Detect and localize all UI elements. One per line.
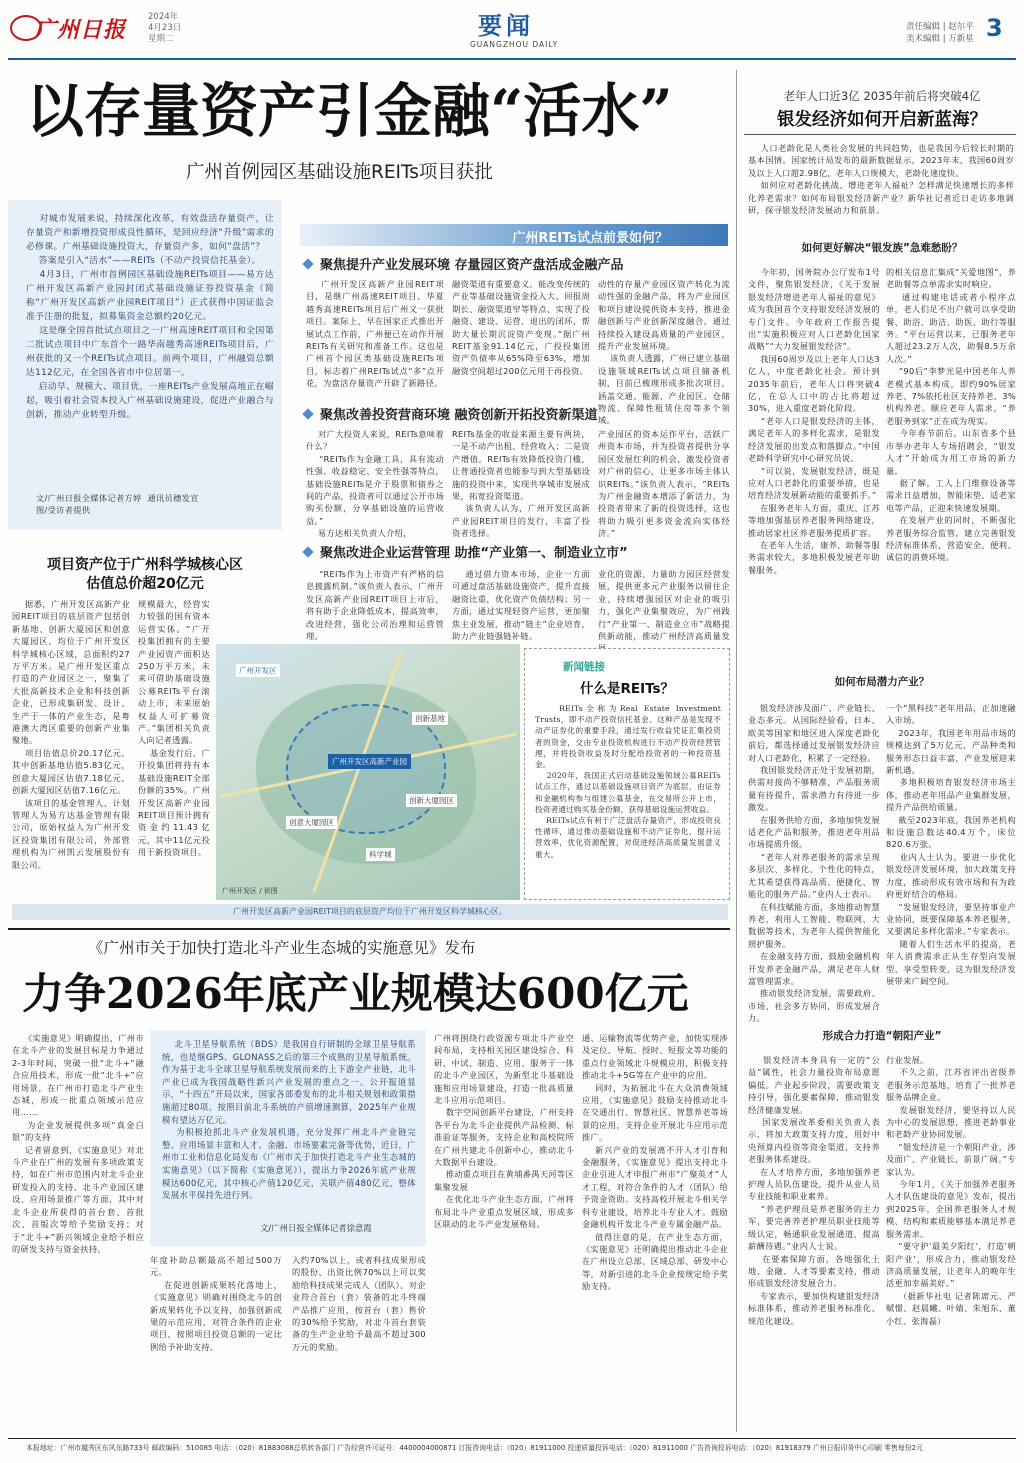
map-label-chip: 广州开发区高新产业园 <box>328 754 411 769</box>
section-2-col-1: 对广大投资人来说，REITs意味着什么？ “REITs作为金融工具，具有流动性强、收益稳定、安全性强等特点，基础设施REITs是介于股票和债券之间的产品，投资者可以通过公开市场购买份额，分享基础设施的运营收益。” 易方达相关负责人介绍， <box>306 429 444 539</box>
map-label-chip: 科学城 <box>366 848 395 861</box>
section-1-col-2: 融资渠道有重要意义。能改变传统的产业等基础设施资金投入大、回报周期长、融资渠道窄等特点，实现了投融资、建设、运营、退出的闭环，帮助大量长期沉淀资产变现。”据广州REIT基金91.14亿元，广投投集团资产负债率从65%降至63%，增加融资空间超过200亿元用于再投资。 <box>452 279 590 376</box>
section-2-col-3: 产业园区的资本运作平台，活跃广州资本市场，并为投资者提供分享园区发展红利的机会，激发投资者对广州的信心，让更多市场主体认识REITs。”该负责人表示，“REITs为广州金融资本增添了新活力，为投资者带来了新的投资选择，这也将助力吸引更多资金流向实体经济。” <box>598 429 730 539</box>
side-story-title: 项目资产位于广州科学城核心区 估值总价超20亿元 <box>47 557 243 592</box>
beidou-fact-text: 北斗卫星导航系统（BDS）是我国自行研制的全球卫星导航系统，也是继GPS、GLONASS之后的第三个成熟的卫星导航系统。作为基于北斗全球卫星导航系统发展而来的上下游全产业链，北斗产业已成为我国战略性新兴产业发展的重点之一。公开报道显示，“十四五”开局以来，国家各部委发布的北斗相关规划和政策措施超过80项。按照目前北斗系统的产值增速测算，2025年产业规模有望达万亿元。 为积极抢抓北斗产业发展机遇，充分发挥广州北斗产业链完整、应用场景丰富和人才、金融、市场要素完备等优势，近日，广州市工业和信息化局发布《广州市关于加快打造北斗产业生态城的实施意见》（以下简称《实施意见》），提出力争2026年底产业规模达600亿元，其中核心产值120亿元，关联产值480亿元，整体发展水平保持先进行列。 <box>162 1039 416 1201</box>
map-image <box>216 644 520 900</box>
beidou-col-2: 年度补助总额最高不超过500万元。 在促进创新成果转化落地上，《实施意见》明确对围绕北斗的创新成果转化予以支持，加强创新成果的示范应用，对符合条件的企业项目，按照项目投资总额的一定比例给予补助支持。 <box>150 1255 282 1352</box>
silver-q1-col-1: 今年初，国务院办公厅发布1号文件，聚焦银发经济，《关于发展银发经济增进老年人福祉的意见》成为我国首个支持银发经济发展的专门文件。今年政府工作报告提出“实施积极应对人口老龄化国家战略”“大力发展银发经济”。 我国60周岁及以上老年人口达3亿人，中度老龄化社会。预计到2035年前后，老年人口将突破4亿，在总人口中的占比将超过30%，进入重度老龄化阶段。 “老年人口是银发经济的主体，满足老年人的多样化需求，是银发经济发展的出发点和落脚点。”中国老龄科学研究中心研究员说。 “可以说，发展银发经济，既是应对人口老龄化的重要举措，也是培育经济发展新动能的重要抓手。” 在服务老年人方面，重庆、江苏等地加强基层养老服务网络建设，推动居家社区养老服务提质扩容。 在老年人生活，康养、助餐等服务需求较大，多地积极发展老年助餐服务。 <box>748 267 880 575</box>
beidou-col-1: 《实施意见》明确提出，广州市在北斗产业的发展目标是力争通过2-3年时间，突破一批“北斗+”融合应用技术，形成一批“北斗+”应用场景，在广州市打造北斗产业生态城，形成一批重点领域示范应用…… 为企业发展提供多项“真金白银”的支持 记者留意到，《实施意见》对北斗产业在广州的发展有多项政策支持，如在广州市范围内对北斗企业研发投入的支持、北斗产业园区建设、应用场景推广等方面，其中对北斗企业所获得的首台套、首批次、首版次等给予奖励支持；对于“北斗+”新兴领域企业给予相应的研发支持与资金扶持。 <box>12 1033 145 1254</box>
beidou-col-5: 通、运输物流等优势产业，加快实现涉及定位、导航、授时、短报文等功能的重点行业领域北斗规模应用，积极支持推动北斗+5G等在产业中的应用。 同时，为拓展北斗在大众消费领域应用，《实施意见》鼓励支持推动北斗在交通出行、智慧社区、智慧养老等场景的应用，支持企业开展北斗应用示范推广。 新兴产业的发展离不开人才引育和金融服务，《实施意见》提出支持北斗企业引进人才申报广州市“广聚英才”人才工程，对符合条件的人才（团队）给予资金资助。支持高校开展北斗相关学科专业建设，培养北斗专业人才。鼓励金融机构开发北斗产业专属金融产品。 值得注意的是，在产业生态方面，《实施意见》还明确提出推动北斗企业在广州设立总部、区域总部、研发中心等，对新引进的北斗企业按规定给予奖励支持。 <box>582 1033 728 1292</box>
beidou-byline: 文/广州日报全媒体记者徐意霞 <box>260 1223 372 1233</box>
map-label-chip: 创新大厦园区 <box>406 794 457 807</box>
section-2-col-2: REITs基金的收益来源主要有两块，一是不动产出租、经营收入；二是资产增值。REITs有效降低投资门槛，让普通投资者也能参与到大型基础设施的投资中来，实现共享城市发展成果，拓宽投资渠道。 该负责人认为，广州开发区高新产业园REIT项目的发行，丰富了投资者选择。 <box>452 429 591 539</box>
section-3-title: 聚焦改进企业运营管理 助推“产业第一、制造业立市” <box>300 542 730 561</box>
lead-intro-box <box>8 200 282 530</box>
diamond-icon <box>302 258 313 269</box>
diamond-icon <box>302 408 313 419</box>
beidou-headline: 力争2026年底产业规模达600亿元 <box>22 969 689 1018</box>
silver-intro: 人口老龄化是人类社会发展的共同趋势，也是我国今后较长时期的基本国情。国家统计局发布的最新数据显示，2023年末，我国60周岁及以上人口超2.98亿，老年人口规模大，老龄化速度快。 如何应对老龄化挑战、增进老年人福祉？怎样满足快速增长的多样化养老需求？如何布局银发经济新产业？新华社记者近日走访多地调研，探寻银发经济发展动力和前景。 <box>748 143 1014 216</box>
news-link-box <box>524 648 730 900</box>
masthead-rule <box>8 58 1016 60</box>
silver-q2-col-2: 一个“黑科技”老年用品，正加速融入市场。 2023年，我国老年用品市场的规模达到了5万亿元，产品种类和服务形态日益丰富，产业发展迎来新机遇。 多地积极培育银发经济市场主体，推动老年用品产业集群发展，提升产品供给质量。 截至2023年底，我国养老机构和设施总数达40.4万个，床位820.6万张。 业内人士认为，要进一步优化银发经济发展环境，加大政策支持力度，推动形成有效市场和有为政府更好结合的格局。 “发展银发经济，要坚持事业产业协同，既要保障基本养老服务，又要满足多样化需求。”专家表示。 随着人们生活水平的提高，老年人消费需求正从生存型向发展型、享受型转变，这为银发经济发展带来广阔空间。 <box>886 703 1016 986</box>
page-number: 3 <box>986 14 1003 42</box>
section-1-col-3: 动性的存量产业园区资产转化为流动性强的金融产品，将为产业园区和项目建设提供资本支持，推进金融创新与产业创新深度融合，通过持续投入建设高质量的产业园区，提升产业发展环境。 该负责人透露，广州已建立基础设施领域REITs试点项目储备机制，目前已梳理形成多批次项目，涵盖交通、能源、产业园区、仓储物流、保障性租赁住房等多个领域。 <box>598 279 730 426</box>
silver-rule <box>744 134 1016 135</box>
section-3-col-1: “REITs作为上市资产有严格的信息披露机制。”该负责人表示，广州开发区高新产业园REIT项目上市后，将有助于企业降低成本，提高效率，改进经营，强化公司治理和运营管理。 <box>306 569 444 642</box>
section-2-title: 聚焦改善投资营商环境 融资创新开拓投资新渠道 <box>300 404 730 423</box>
footer-info: 本报地址：广州市越秀区东风东路733号 邮政编码：510085 电话：（020）81883088总机转各部门 广告经营许可证号：4400004000871 订报咨询电话：（020）81911000 投递质量投诉电话：（020）81911000 广告咨询投诉电话：（020）81918379 广州日报印务中心印刷 零售每份2元 <box>26 1444 923 1452</box>
beidou-kicker: 《广州市关于加快打造北斗产业生态城的实施意见》发布 <box>88 939 476 957</box>
editor-credits: 责任编辑 | 赵尔平 美术编辑 | 万新星 <box>906 22 974 44</box>
section-1-col-1: 广州开发区高新产业园REIT项目，是继广州高速REIT项目、华夏越秀高速REITs项目后广州又一获批项目。案际上，早在国家正式推出开展试点工作前，广州便已在动作开展REITs有关研究和准备工作。这也是广州首个园区类基础设施REITs项目，标志着广州REITs试点“多”点开花，为盘活存量资产开辟了新路径。 <box>306 279 444 389</box>
section-english: GUANGZHOU DAILY <box>470 40 559 49</box>
silver-q2: 如何布局潜力产业？ <box>834 676 930 688</box>
map-credit: 广州开发区 / 供图 <box>222 887 278 895</box>
section-name: 要闻 <box>478 12 534 40</box>
beidou-col-4: 广州将围绕行政资源专项北斗产业空间布局，支持相关园区建设综合、科研、中试、制造、应用、服务于一体的北斗产业园区，为新型北斗基础设施和应用场景建设，打造一批高质量北斗应用示范项目。 数字空间创新平台建设，广州支持各平台为北斗企业提供产品检测、标准验证等服务，支持企业和高校院所在广州共建北斗创新中心，推动北斗大数据平台建设。 推动重点项目在黄埔番禺天河等区集聚发展 在优化北斗产业生态方面，广州将布局北斗产业重点发展区域，形成多区联动的北斗产业发展格局。 <box>434 1033 574 1230</box>
masthead <box>0 0 1024 64</box>
news-link-body: REITs全称为Real Estate Investment Trusts，即不动产投资信托基金。这种产品是发现不动产证券化的重要手段，通过发行收益凭证汇集投资者的资金，交由专业投资机构进行不动产投资经营管理，并将投资收益及时分配给投资者的一种投资基金。 2020年，我国正式启动基础设施领域公募REITs试点工作，通过以基础设施项目资产为底层，由证券和金融机构参与组建公募基金，在交易所公开上市，投资者通过购买基金份额，获得基础设施运营收益。 REITs试点有利于广泛盘活存量资产，形成投资良性循环，通过推动基础设施和不动产证券化，提升运营效率，优化资源配置，对促进经济高质量发展意义重大。 <box>535 704 721 859</box>
silver-q1: 如何更好解决“银发族”急难愁盼？ <box>801 242 963 254</box>
beidou-col-3: 入约70%以上，或者科技成果形成的股份、出资比例70%以上可以奖励给科技成果完成人（团队）。对企业符合首台（套）装备的北斗终端产品推广应用，按首台（套）售价的30%给予奖励，对北斗首台套装备的生产企业给予最高不超过300万元的奖励。 <box>292 1255 426 1352</box>
silver-q3: 形成合力打造“朝阳产业” <box>822 1030 942 1042</box>
lead-intro: 对城市发展来说，持续深化改革，有效盘活存量资产，让存量资产和新增投资形成良性循环，是回应经济“升级”需求的必修课。广州基础设施投资大，存量资产多，如何“盘活”？ 答案是引入“活水”——REITs（不动产投资信托基金）。 4月3日，广州市首例园区基础设施REITs项目——易方达广州开发区高新产业园封闭式基础设施证券投资基金（简称“广州开发区高新产业园REIT项目”）正式获得中国证监会准予注册的批复，拟募集资金总额约20亿元。 这是继全国首批试点项目之一广州高速REIT项目和全国第二批试点项目中广东首个一路华南越秀高速REITs项目后，广州获批的又一个REITs试点项目。前两个项目，广州融资总额达112亿元，在全国各省市中位居第一。 启动早、规模大、项目优，一座REITs产业发展高地正在崛起，吸引着社会资本投入广州基础设施建设，促进产业融合与创新，推动产业转型升级。 <box>26 214 274 420</box>
silver-kicker: 老年人口近3亿 2035年前后将突破4亿 <box>783 89 981 103</box>
lead-headline: 以存量资产引金融“活水” <box>26 77 673 145</box>
section-3-col-3: 业化的资源、力量助力园区经营发展，提供更多元产业服务以留住企业，持续增强园区对企业的吸引力，强化产业集聚效应，为广州践行“产业第一、制造业立市”战略提供新动能，推动广州经济高质量发 <box>598 569 730 642</box>
silver-q2-col-1: 银发经济涉及面广、产业链长、业态多元。从国际经验看，日本、欧美等国家和地区进入深度老龄化前后，都选择通过发展银发经济应对人口老龄化，积累了一定经验。 我国银发经济正处于发展初期，供需对接尚不够精准，产品服务质量有待提升，需求潜力有待进一步激发。 在服务供给方面，多地加快发展适老化产品和服务，推进老年用品市场提质升级。 “老年人对养老服务的需求呈现多层次、多样化、个性化的特点，尤其希望获得高品质、便捷化、智能化的服务产品。”业内人士表示。 在科技赋能方面，多地推动智慧养老，利用人工智能、物联网、大数据等技术，为老年人提供智能化照护服务。 在金融支持方面，鼓励金融机构开发养老金融产品，满足老年人财富管理需求。 推动银发经济发展，需要政府、市场、社会多方协同，形成发展合力。 <box>748 703 880 1024</box>
side-story-col-1: 据悉，广州开发区高新产业园REIT项目的底层资产包括创新基地、创新大厦园区和创意大厦园区，均位于广州开发区科学城核心区域，总面积约27万平方米。是广州开发区重点打造的产业园区之一，聚集了大批高新技术企业和科技创新企业，已形成集研发、设计、生产于一体的产业生态，是粤港澳大湾区重要的创新产业集聚地。 项目估值总价20.17亿元，其中创新基地估值5.83亿元，创意大厦园区估值7.18亿元，创新大厦园区估值7.16亿元。 该项目的基金管理人、计划管理人为易方达基金管理有限公司，原始权益人为广州开发区投资集团有限公司，外部管理机构为广州凯云发展股份有限公司。 <box>12 599 131 870</box>
map-label-chip: 创意大厦园区 <box>286 816 337 829</box>
side-story-col-2: 规模最大，经营实力较强的国有资本运营实体。“广开投集团拥有的主要产业园资产面积达250万平方米，未来可借助基础设施公募REITs平台滚动上市，未来原始权益人可扩募资产。”集团相关负责人向记者透露。 基金发行后，广开投集团将持有本基础设施REIT全部份额的35%。广州开发区高新产业园REIT项目预计拥有资金约11.43亿元，其中11亿元投用于新投资项目。 <box>138 599 211 858</box>
reits-banner-text: 广州REITs试点前景如何？ <box>512 231 668 246</box>
map-label-chip: 创新基地 <box>412 712 448 725</box>
newspaper-logo: 广州日报 <box>34 17 127 43</box>
diamond-icon <box>302 546 313 557</box>
section-3-col-2: 通过借力资本市场，企业一方面可通过盘活基础设施资产，提升直接融资比重，优化资产负债结构；另一方面，通过实现轻资产运营，更加聚焦主业发展，推动“链主”企业培育，助力产业链强链补链。 <box>452 569 591 642</box>
silver-q3-col-2: 行业发展。 不久之前，江苏省评出省级养老服务示范基地，培育了一批养老服务品牌企业。 发展银发经济，要坚持以人民为中心的发展思想，推进老龄事业和老龄产业协同发展。 “银发经济是一个朝阳产业，涉及面广、产业链长，前景广阔。”专家认为。 今年1月，《关于加强养老服务人才队伍建设的意见》发布，提出到2025年，全国养老服务人才规模、结构和素质能够基本满足养老服务需求。 “要守护‘最美夕阳红’，打造‘朝阳产业’，形成合力，推动银发经济高质量发展，让老年人的晚年生活更加幸福美好。” （据新华社电 记者陈席元、严赋憬、赵晨曦、叶婧、朱旭东、董小红、张海磊） <box>886 1055 1017 1326</box>
lead-byline: 文/广州日报全媒体记者方婷 通讯员穗发宣 图/受访者提供 <box>36 493 199 515</box>
photo-caption: 广州开发区高新产业园REIT项目的底层资产均位于广州开发区科学城核心区。 <box>12 904 728 920</box>
map-label-chip: 广州开发区 <box>236 664 280 677</box>
lead-subhead: 广州首例园区基础设施REITs项目获批 <box>186 162 493 183</box>
issue-date: 2024年 4月23日 星期二 <box>148 12 182 44</box>
footer-rule <box>8 1438 1016 1439</box>
silver-q3-col-1: 银发经济本身具有一定的“公益”属性，社会力量投资布局意愿偏低。产业起步阶段，需要政策支持引导，强化要素保障，推动银发经济健康发展。 国家发展改革委相关负责人表示，将加大政策支持力度，用好中央预算内投资等资金渠道，支持养老服务体系建设。 在人才培养方面，多地加强养老护理人员队伍建设，提升从业人员专业技能和职业素养。 “养老护理员是养老服务的主力军，要完善养老护理员职业技能等级认定，畅通职业发展通道，提高薪酬待遇。”业内人士说。 在要素保障方面，各地强化土地、金融、人才等要素支持，推动形成银发经济发展合力。 专家表示，要加快构建银发经济标准体系，推动养老服务标准化、规范化建设。 <box>748 1055 881 1326</box>
silver-q1-col-2: 的相关信息汇集成“关爱地图”，养老助餐等点单需求实时响应。 通过构建电话或者小程序点单，老人们足不出户就可以享受助餐、助浴、助洁、助医、助行等服务。“平台运营以来，已服务老年人超过23.2万人次，助餐8.5万余人次。” “90后”李梦光是中国老年人养老模式基本构成，即约90%居家养老、7%依托社区支持养老、3%机构养老。顺应老年人需求，“养老服务到家”正在成为现实。 今年春节前后，山东省多个县市举办老年人专场招聘会，“银发人才”开始成为用工市场的新力量。 据了解，工人上门维修设备等需求日益增加，智能床垫、适老家电等产品，正迎来快速发展期。 在发展产业的同时，不断强化养老服务综合监管，建立完善银发经济标准体系，营造安全、便利、诚信的消费环境。 <box>886 267 1017 563</box>
story-divider <box>8 928 730 930</box>
section-1-title: 聚焦提升产业发展环境 存量园区资产盘活成金融产品 <box>300 254 730 273</box>
beidou-fact-box <box>150 1030 426 1246</box>
column-divider <box>736 70 737 1432</box>
silver-headline: 银发经济如何开启新蓝海？ <box>777 110 987 130</box>
news-link-tag: 新闻链接 <box>563 661 605 673</box>
news-link-title: 什么是REITs？ <box>579 681 675 697</box>
reits-banner <box>300 224 728 246</box>
